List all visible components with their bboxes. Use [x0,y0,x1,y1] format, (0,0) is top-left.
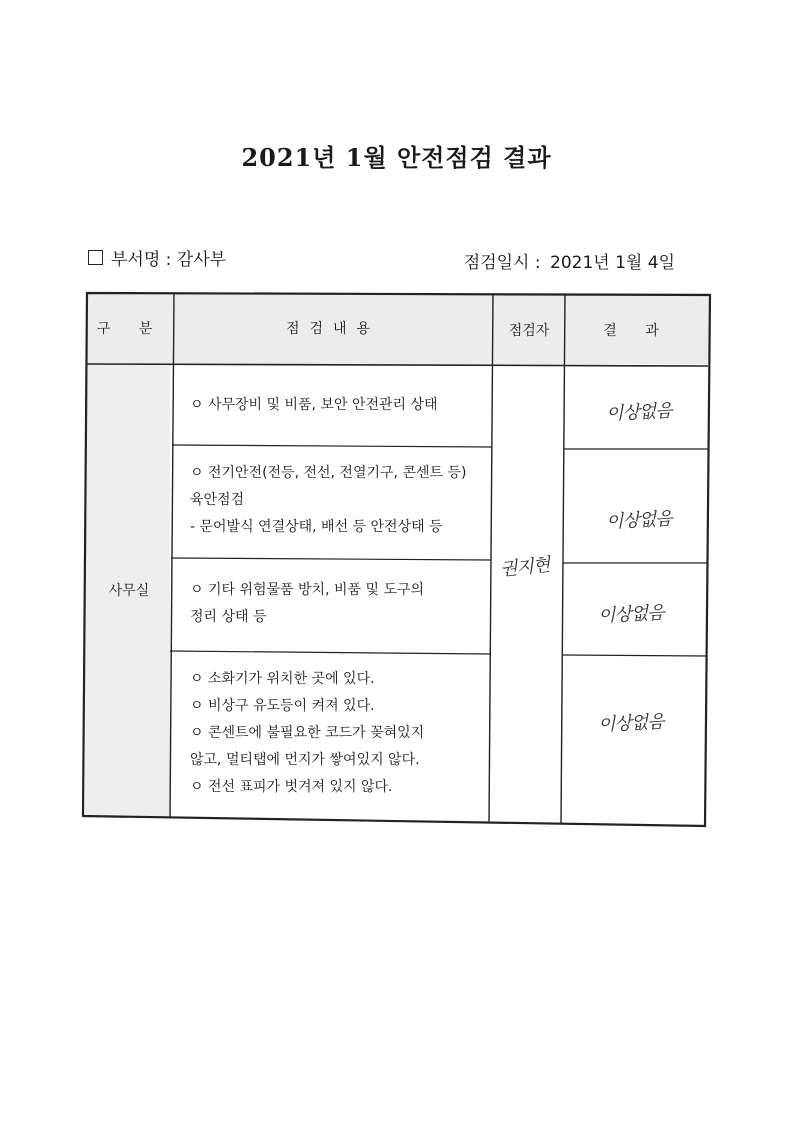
col-divider-1 [170,293,174,818]
result-row-1: 이상없음 [605,400,673,425]
content-row-divider-2 [171,558,491,560]
result-row-divider-3 [562,655,706,656]
result-row-2: 이상없음 [605,508,673,533]
inspection-date-value: 2021년 1월 4일 [550,253,675,273]
content-line: ㅇ 기타 위험물품 방치, 비품 및 도구의 [190,582,425,598]
result-row-3: 이상없음 [597,602,665,627]
content-line: ㅇ 전기안전(전등, 전선, 전열기구, 콘센트 등) [190,465,467,481]
header-result: 결 과 [603,323,671,339]
content-row-3 [190,577,424,631]
content-row-4 [190,666,424,801]
page-title: 2021년 1월 안전점검 결과 [241,143,552,172]
header-inspector: 점검자 [508,323,550,339]
result-row-4: 이상없음 [597,711,665,736]
department-label: 부서명 : 감사부 [111,250,227,270]
content-line: 정리 상태 등 [190,609,267,625]
content-line: - 문어발식 연결상태, 배선 등 안전상태 등 [190,519,443,535]
content-line: ㅇ 콘센트에 불필요한 코드가 꽂혀있지 [190,725,425,741]
content-line: ㅇ 사무장비 및 비품, 보안 안전관리 상태 [190,397,438,413]
header-content: 점검내용 [285,321,381,337]
content-row-divider-1 [172,445,492,447]
inspection-date-label: 점검일시 : [463,253,541,273]
content-line: ㅇ 전선 표피가 벗겨져 있지 않다. [190,779,393,795]
col-divider-3 [561,294,565,823]
category-office: 사무실 [108,583,150,599]
content-line: ㅇ 비상구 유도등이 켜져 있다. [190,698,375,714]
content-line: 육안점검 [190,492,245,508]
inspector-signature: 권지현 [499,554,551,581]
col-divider-2 [489,294,493,822]
content-row-2 [190,460,466,541]
content-line: 않고, 멀티탭에 먼지가 쌓여있지 않다. [190,752,420,768]
content-row-divider-3 [170,651,490,654]
header-divider [86,364,708,366]
content-row-1 [190,392,438,419]
content-line: ㅇ 소화기가 위치한 곳에 있다. [190,671,375,687]
header-category: 구 분 [96,321,165,337]
